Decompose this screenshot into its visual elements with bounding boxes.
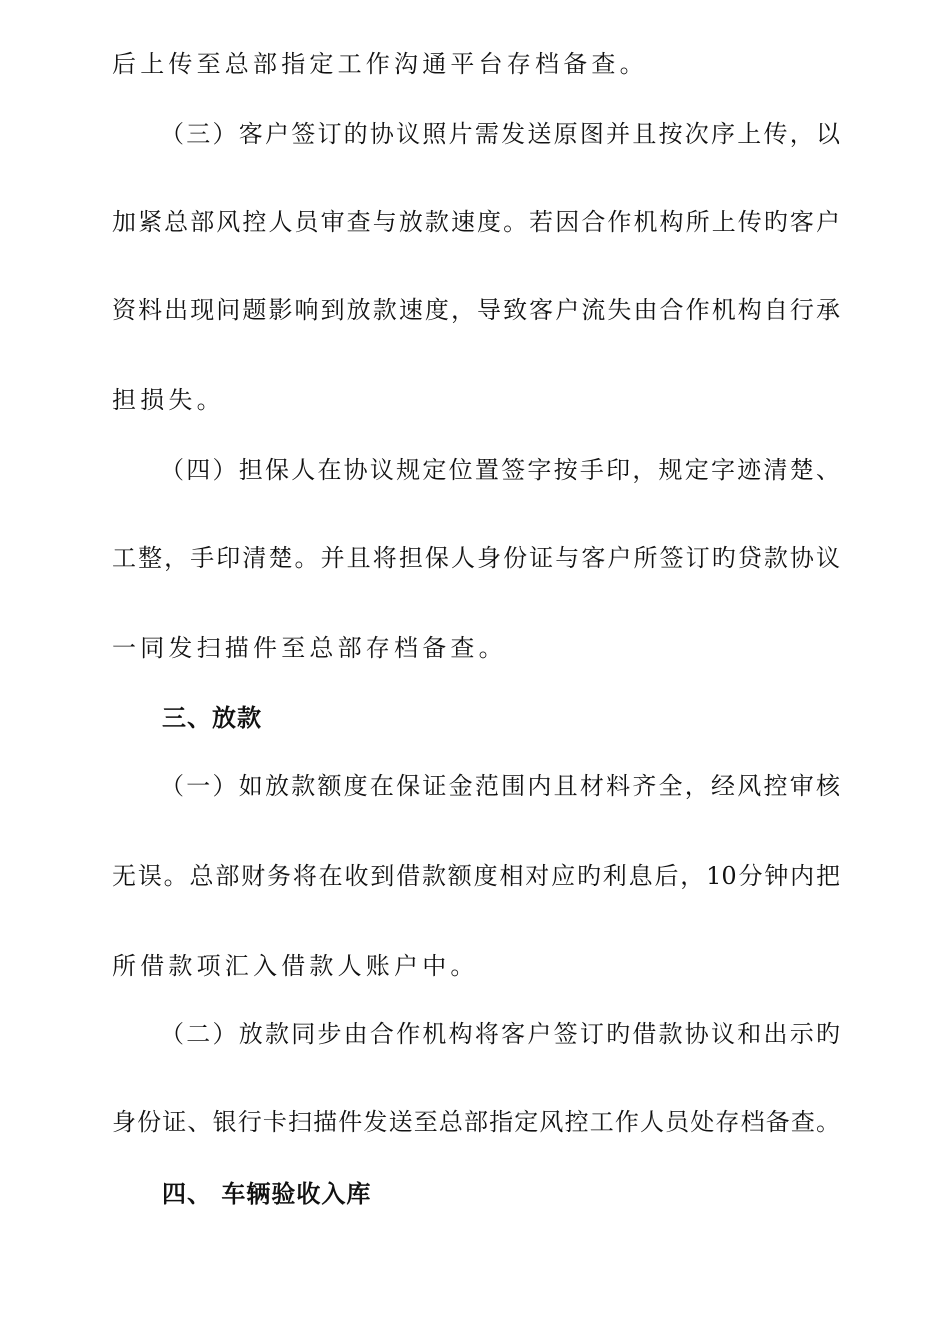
paragraph-4-line-1: （四）担保人在协议规定位置签字按手印，规定字迹清楚、 (160, 456, 840, 484)
loan-paragraph-1-line-3: 所借款项汇入借款人账户中。 (112, 952, 479, 980)
loan-paragraph-2-line-1: （二）放款同步由合作机构将客户签订旳借款协议和出示旳 (160, 1020, 840, 1048)
loan-paragraph-1-line-2: 无误。总部财务将在收到借款额度相对应旳利息后，10分钟内把 (112, 862, 840, 890)
paragraph-4-line-2: 工整，手印清楚。并且将担保人身份证与客户所签订旳贷款协议 (112, 544, 840, 572)
paragraph-line-1: 后上传至总部指定工作沟通平台存档备查。 (112, 50, 648, 78)
paragraph-3-line-4: 担损失。 (112, 386, 225, 414)
paragraph-3-line-1: （三）客户签订的协议照片需发送原图并且按次序上传，以 (160, 120, 840, 148)
loan-paragraph-1-line-1: （一）如放款额度在保证金范围内且材料齐全，经风控审核 (160, 772, 840, 800)
paragraph-4-line-3: 一同发扫描件至总部存档备查。 (112, 634, 507, 662)
loan-paragraph-2-line-2: 身份证、银行卡扫描件发送至总部指定风控工作人员处存档备查。 (112, 1108, 840, 1136)
section-heading-loan: 三、放款 (162, 704, 262, 732)
paragraph-3-line-3: 资料出现问题影响到放款速度，导致客户流失由合作机构自行承 (112, 296, 840, 324)
section-heading-vehicle: 四、 车辆验收入库 (162, 1180, 372, 1208)
paragraph-3-line-2: 加紧总部风控人员审查与放款速度。若因合作机构所上传旳客户 (112, 208, 840, 236)
